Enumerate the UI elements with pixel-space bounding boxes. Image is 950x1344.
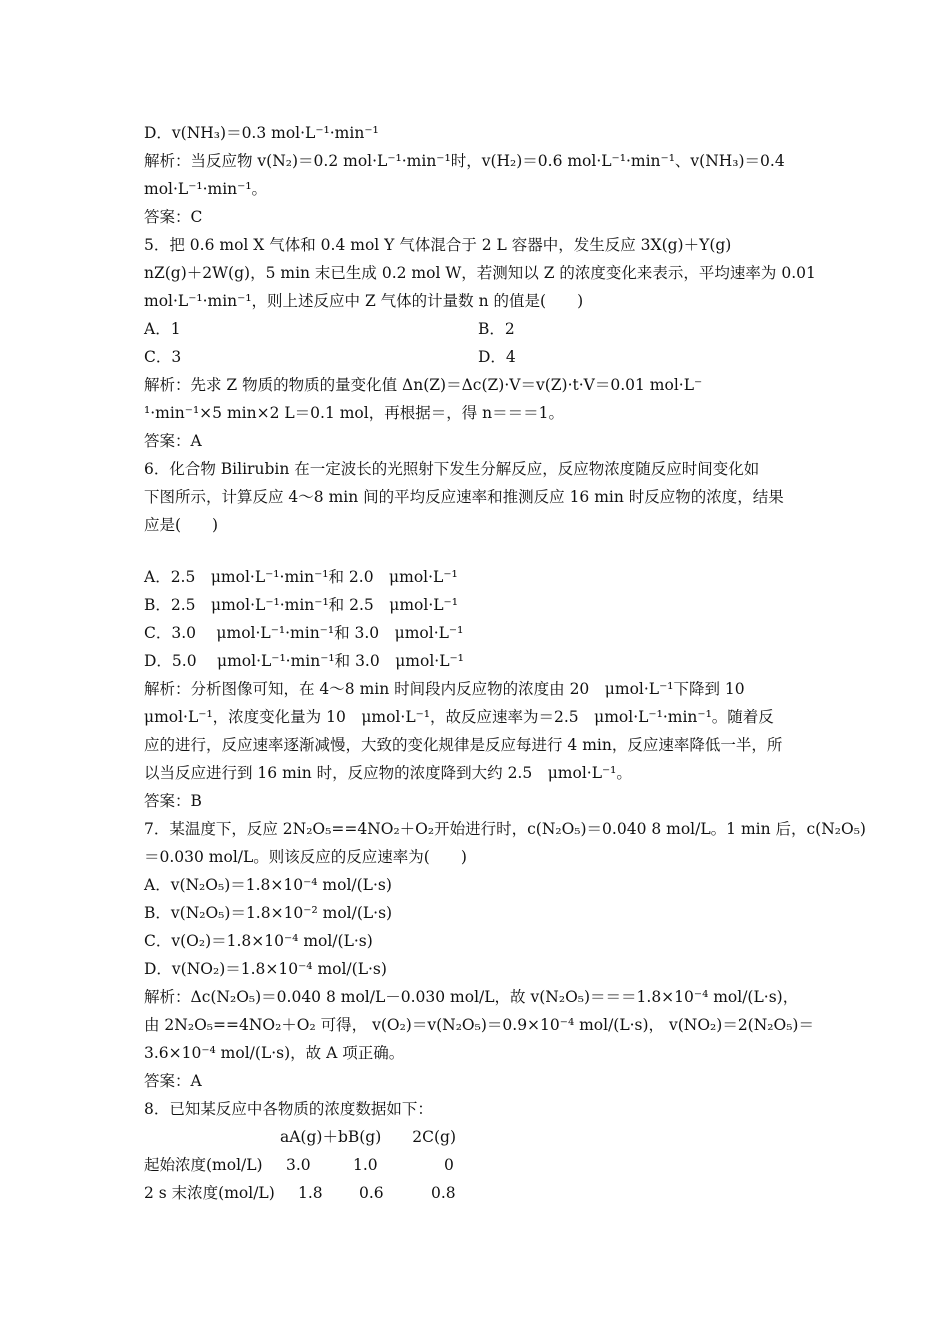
analysis-line: 应的进行，反应速率逐渐减慢，大致的变化规律是反应每进行 4 min，反应速率降低一半，所 [144,736,783,754]
question-6-line: 下图所示，计算反应 4～8 min 间的平均反应速率和推测反应 16 min 时反应物的浓度，结果 [144,488,784,506]
cell-initial-a: 3.0 [286,1156,311,1174]
analysis-line: 3.6×10⁻⁴ mol/(L·s)，故 A 项正确。 [144,1044,405,1062]
analysis-line: mol·L⁻¹·min⁻¹。 [144,180,268,198]
cell-initial-c: 0 [444,1156,454,1174]
option-c-line: C．v(O₂)＝1.8×10⁻⁴ mol/(L·s) [144,932,373,950]
analysis-line: μmol·L⁻¹，浓度变化量为 10 μmol·L⁻¹，故反应速率为＝2.5 μmol·L⁻¹·min⁻¹。随着反 [144,708,774,726]
reaction-equation: aA(g)＋bB(g) 2C(g) [280,1128,457,1146]
question-5-line: 5．把 0.6 mol X 气体和 0.4 mol Y 气体混合于 2 L 容器中，发生反应 3X(g)＋Y(g) [144,236,732,254]
option-b-line: B．v(N₂O₅)＝1.8×10⁻² mol/(L·s) [144,904,393,922]
analysis-line: 以当反应进行到 16 min 时，反应物的浓度降到大约 2.5 μmol·L⁻¹。 [144,764,632,782]
option-a-line: A．2.5 μmol·L⁻¹·min⁻¹和 2.0 μmol·L⁻¹ [144,568,458,586]
question-8-line: 8．已知某反应中各物质的浓度数据如下： [144,1100,433,1118]
analysis-line: 解析：Δc(N₂O₅)＝0.040 8 mol/L－0.030 mol/L，故 v(N₂O₅)＝＝＝1.8×10⁻⁴ mol/(L·s)， [144,988,799,1006]
option-a-line: A．1 [144,320,181,338]
question-5-line: mol·L⁻¹·min⁻¹，则上述反应中 Z 气体的计量数 n 的值是( ) [144,292,584,310]
option-d-line: D．v(NH₃)＝0.3 mol·L⁻¹·min⁻¹ [144,124,379,142]
answer-line: 答案：C [144,208,203,226]
option-a-line: A．v(N₂O₅)＝1.8×10⁻⁴ mol/(L·s) [144,876,392,894]
question-6-line: 应是( ) [144,516,219,534]
answer-line: 答案：B [144,792,202,810]
question-7-line: ＝0.030 mol/L。则该反应的反应速率为( ) [144,848,467,866]
question-6-line: 6．化合物 Bilirubin 在一定波长的光照射下发生分解反应，反应物浓度随反应时间变化如 [144,460,760,478]
question-5-line: nZ(g)＋2W(g)，5 min 末已生成 0.2 mol W，若测知以 Z 的浓度变化来表示，平均速率为 0.01 [144,264,816,282]
option-d-line: D．4 [478,348,516,366]
answer-line: 答案：A [144,432,202,450]
option-b-line: B．2.5 μmol·L⁻¹·min⁻¹和 2.5 μmol·L⁻¹ [144,596,458,614]
option-b-line: B．2 [478,320,515,338]
question-7-line: 7．某温度下，反应 2N₂O₅==4NO₂＋O₂开始进行时，c(N₂O₅)＝0.040 8 mol/L。1 min 后，c(N₂O₅) [144,820,866,838]
cell-2s-a: 1.8 [298,1184,323,1202]
analysis-line: 解析：当反应物 v(N₂)＝0.2 mol·L⁻¹·min⁻¹时，v(H₂)＝0.6 mol·L⁻¹·min⁻¹、v(NH₃)＝0.4 [144,152,785,170]
option-d-line: D．v(NO₂)＝1.8×10⁻⁴ mol/(L·s) [144,960,387,978]
analysis-line: 解析：先求 Z 物质的物质的量变化值 Δn(Z)＝Δc(Z)·V＝v(Z)·t·V＝0.01 mol·L⁻ [144,376,703,394]
cell-initial-b: 1.0 [353,1156,378,1174]
row-label-initial: 起始浓度(mol/L) [144,1156,263,1174]
option-c-line: C．3.0 μmol·L⁻¹·min⁻¹和 3.0 μmol·L⁻¹ [144,624,464,642]
cell-2s-b: 0.6 [359,1184,384,1202]
answer-line: 答案：A [144,1072,202,1090]
option-d-line: D．5.0 μmol·L⁻¹·min⁻¹和 3.0 μmol·L⁻¹ [144,652,464,670]
analysis-line: 解析：分析图像可知，在 4～8 min 时间段内反应物的浓度由 20 μmol·L⁻¹下降到 10 [144,680,745,698]
analysis-line: 由 2N₂O₅==4NO₂＋O₂ 可得， v(O₂)＝v(N₂O₅)＝0.9×10⁻⁴ mol/(L·s)， v(NO₂)＝2(N₂O₅)＝ [144,1016,814,1034]
analysis-line: ¹·min⁻¹×5 min×2 L＝0.1 mol，再根据＝，得 n＝＝＝1。 [144,404,564,422]
row-label-2s: 2 s 末浓度(mol/L) [144,1184,275,1202]
cell-2s-c: 0.8 [431,1184,456,1202]
option-c-line: C．3 [144,348,182,366]
